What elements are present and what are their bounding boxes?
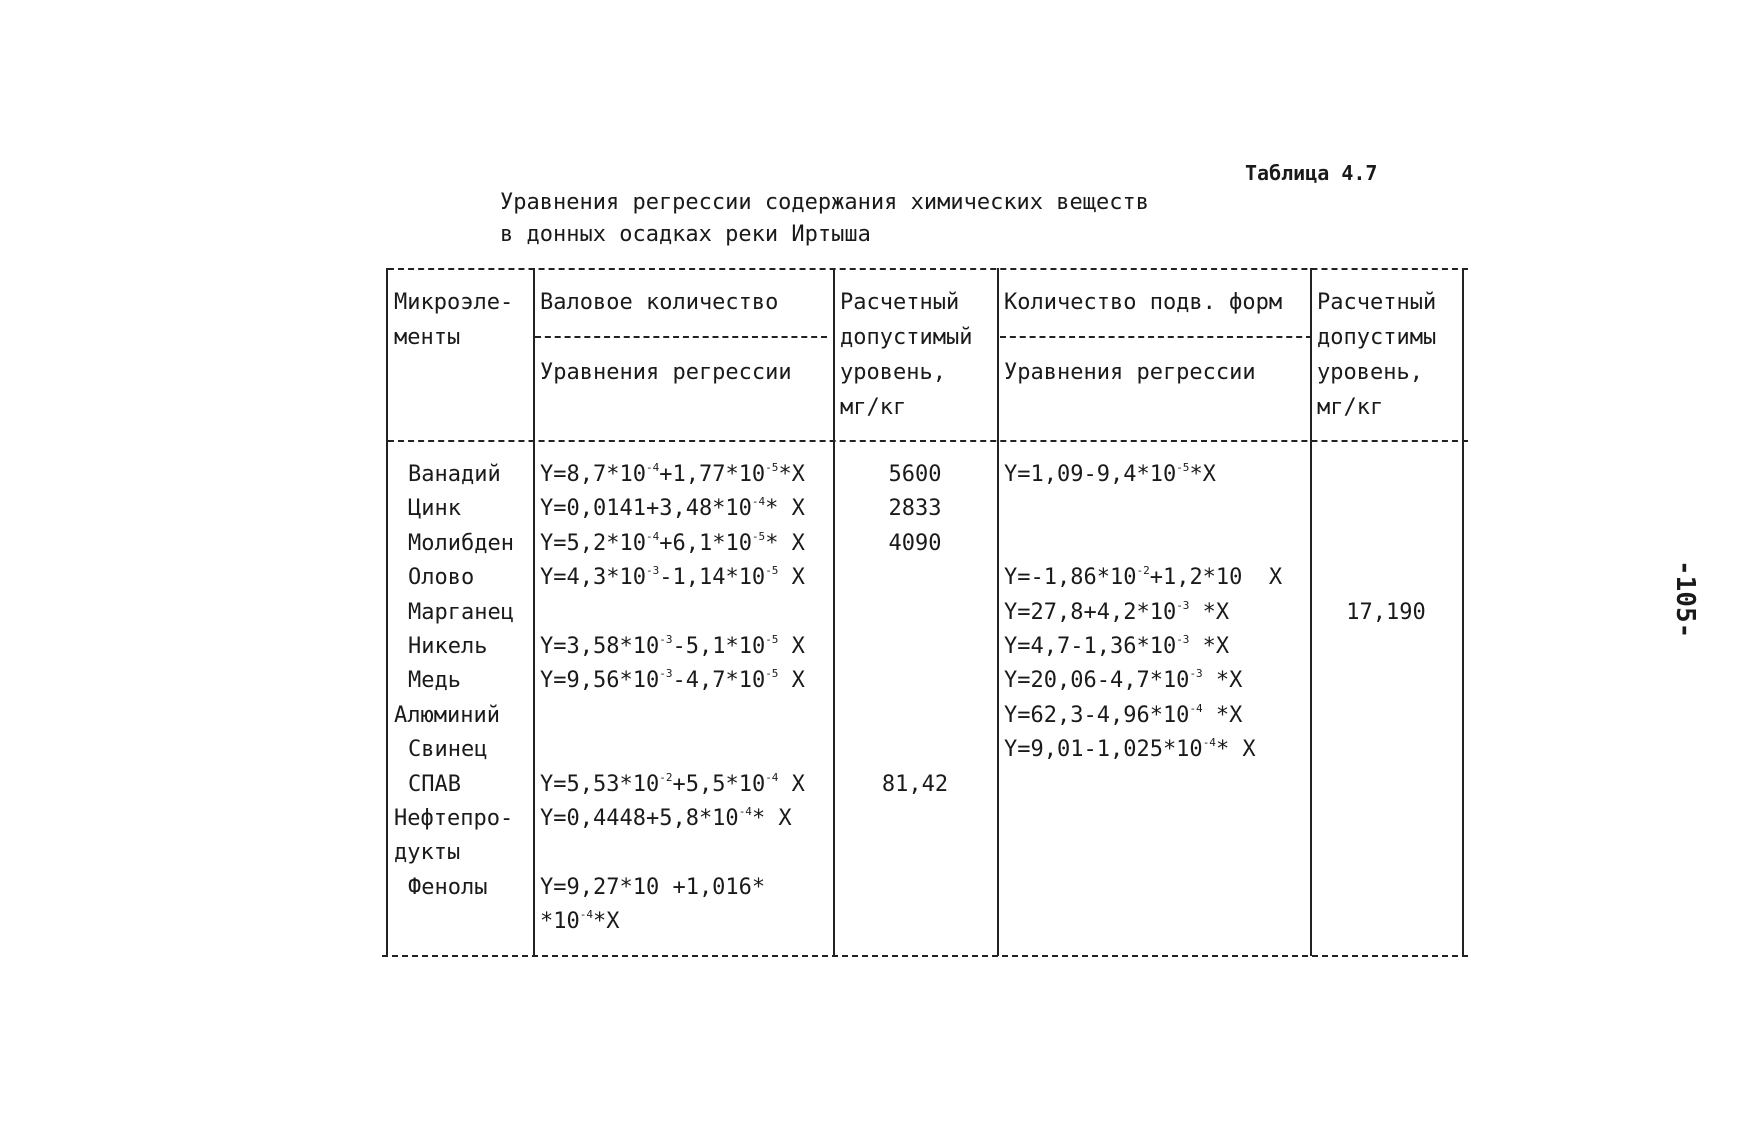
header-col5-line1: Расчетный <box>1317 290 1437 315</box>
row-gross-equation: $Y=5,53*10^{-2}+5,5*10^{-4}$ X <box>540 771 805 797</box>
row-mobile-equation: $Y=1,09-9,4*10^{-5}*X$ <box>1004 461 1216 487</box>
header-col4-sub: Уравнения регрессии <box>1004 360 1256 385</box>
header-col3-line2: допустимый <box>840 325 973 350</box>
table-bottom-border <box>382 955 1468 957</box>
row-gross-equation: $Y=4,3*10^{-3}-1,14*10^{-5}$ X <box>540 564 805 590</box>
vline-col5 <box>1310 268 1312 956</box>
header-col1-line2: менты <box>394 325 461 350</box>
header-col5-line3: уровень, <box>1317 360 1423 385</box>
row-element-name: Алюминий <box>394 703 500 728</box>
row-gross-equation: $Y=8,7*10^{-4}+1,77*10^{-5}*X$ <box>540 461 805 487</box>
row-element-name: Никель <box>408 634 488 659</box>
row-gross-equation: Y=9,27*10 +1,016* <box>540 875 766 900</box>
table-title-line2: в донных осадках реки Иртыша <box>500 222 871 247</box>
row-mobile-equation: $Y=9,01-1,025*10^{-4}*$ X <box>1004 736 1256 762</box>
vline-left <box>386 268 388 956</box>
row-gross-equation: $Y=3,58*10^{-3}-5,1*10^{-5}$ X <box>540 633 805 659</box>
row-element-name: Нефтепро- <box>394 806 514 831</box>
row-gross-equation: $Y=0,4448+5,8*10^{-4}*$ X <box>540 805 792 831</box>
row-gross-level: 5600 <box>888 462 942 487</box>
row-element-name: дукты <box>394 840 461 865</box>
row-mobile-level: 17,190 <box>1346 600 1426 625</box>
row-gross-equation: $Y=9,56*10^{-3}-4,7*10^{-5}$ X <box>540 667 805 693</box>
header-col3-line4: мг/кг <box>840 395 907 420</box>
row-element-name: Цинк <box>408 496 461 521</box>
row-gross-equation: $Y=0,0141+3,48*10^{-4}*$ X <box>540 495 805 521</box>
row-mobile-equation: $Y=-1,86*10^{-2}+1,2*10$ X <box>1004 564 1283 590</box>
row-element-name: Олово <box>408 565 475 590</box>
header-bottom-border <box>388 440 1468 442</box>
header-col2-sub: Уравнения регрессии <box>540 360 792 385</box>
page-number: -105- <box>1670 560 1700 639</box>
row-gross-level: 4090 <box>888 531 942 556</box>
row-element-name: Молибден <box>408 531 514 556</box>
row-element-name: Ванадий <box>408 462 501 487</box>
table-top-border <box>388 268 1468 270</box>
vline-right <box>1462 268 1464 956</box>
header-col5-line4: мг/кг <box>1317 395 1384 420</box>
vline-col2 <box>533 268 535 956</box>
row-gross-equation: $*10^{-4}*X$ <box>540 908 620 934</box>
vline-col4 <box>997 268 999 956</box>
row-gross-equation: $Y=5,2*10^{-4}+6,1*10^{-5}*$ X <box>540 530 805 556</box>
row-element-name: Марганец <box>408 600 514 625</box>
row-mobile-equation: $Y=4,7-1,36*10^{-3}$ *X <box>1004 633 1230 659</box>
header-col5-line2: допустимы <box>1317 325 1437 350</box>
row-mobile-equation: $Y=27,8+4,2*10^{-3}$ *X <box>1004 599 1230 625</box>
table-title-line1: Уравнения регрессии содержания химических веществ <box>500 190 1150 215</box>
header-col1-line1: Микроэле- <box>394 290 514 315</box>
header-col3-line1: Расчетный <box>840 290 960 315</box>
header-col4-top: Количество подв. форм <box>1004 290 1283 315</box>
row-element-name: СПАВ <box>408 772 461 797</box>
header-col3-line3: уровень, <box>840 360 946 385</box>
row-element-name: Фенолы <box>408 875 488 900</box>
row-mobile-equation: $Y=62,3-4,96*10^{-4}$ *X <box>1004 702 1243 728</box>
row-element-name: Медь <box>408 668 461 693</box>
header-col2-top: Валовое количество <box>540 290 779 315</box>
vline-col3 <box>833 268 835 956</box>
header-divider-col4 <box>1000 336 1312 338</box>
row-element-name: Свинец <box>408 737 488 762</box>
table-label: Таблица 4.7 <box>1245 161 1378 185</box>
row-gross-level: 2833 <box>888 496 942 521</box>
header-divider-col2 <box>535 336 827 338</box>
row-gross-level: 81,42 <box>881 772 949 797</box>
row-mobile-equation: $Y=20,06-4,7*10^{-3}$ *X <box>1004 667 1243 693</box>
